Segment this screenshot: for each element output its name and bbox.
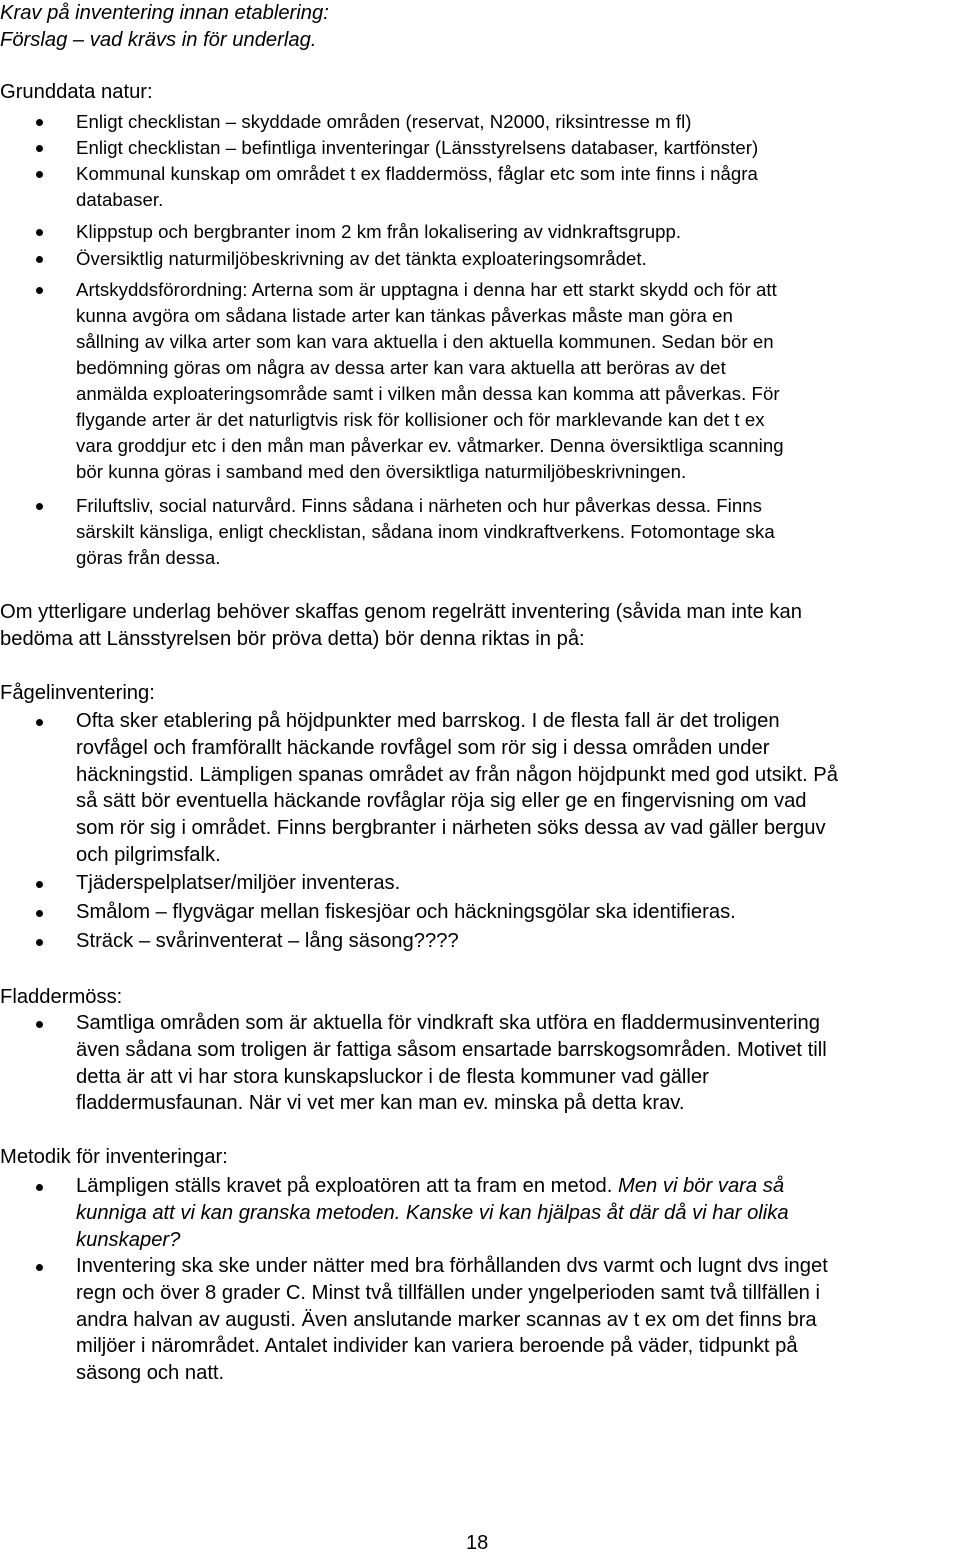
bullet-icon <box>36 1184 43 1191</box>
list-item: Enligt checklistan – befintliga inventeringar (Länsstyrelsens databaser, kartfönster) <box>76 137 759 158</box>
list-item: Sträck – svårinventerat – lång säsong???? <box>76 930 459 952</box>
bullet-icon <box>36 229 43 236</box>
bullet-icon <box>36 939 43 946</box>
header-line: Förslag – vad krävs in för underlag. <box>0 28 317 51</box>
bullet-icon <box>36 719 43 726</box>
header-line: Krav på inventering innan etablering: <box>0 2 329 24</box>
bullet-icon <box>36 1021 43 1028</box>
list-item: Friluftsliv, social naturvård. Finns sådana i närheten och hur påverkas dessa. Finns särskilt känsliga, enligt checklistan, sådana inom vindkraftverkens. Fotomontage ska göras från dessa. <box>76 495 775 568</box>
bullet-icon <box>36 256 43 263</box>
section-heading-metodik: Metodik för inventeringar: <box>0 1146 228 1168</box>
bullet-icon <box>36 119 43 126</box>
list-item: Inventering ska ske under nätter med bra förhållanden dvs varmt och lugnt dvs inget regn och över 8 grader C. Minst två tillfällen under yngelperioden samt två tillfällen i andra halvan av augusti. Även anslutande marker scannas av t ex om det finns bra miljöer i närområdet. Antalet individer kan variera beroende på väder, tidpunkt på säsong och natt. <box>76 1255 828 1385</box>
bullet-icon <box>36 287 43 294</box>
list-item: Tjäderspelplatser/miljöer inventeras. <box>76 872 401 894</box>
list-item: Ofta sker etablering på höjdpunkter med barrskog. I de flesta fall är det troligen rovfågel och framförallt häckande rovfågel som rör sig i dessa områden under häckningstid. Lämpligen spanas området av från någon höjdpunkt med god utsikt. På så sätt bör eventuella häckande rovfåglar röja sig eller ge en fingervisning om vad som rör sig i området. Finns bergbranter i närheten söks dessa av vad gäller berguv och pilgrimsfalk. <box>76 710 838 866</box>
bullet-icon <box>36 145 43 152</box>
list-item: Artskyddsförordning: Arterna som är upptagna i denna har ett starkt skydd och för att kunna avgöra om sådana listade arter kan tänkas påverkas måste man göra en sållning av vilka arter som kan vara aktuella i den aktuella kommunen. Sedan bör en bedömning göras om några av dessa arter kan vara aktuella att beröras av det anmälda exploateringsområde samt i vilken mån dessa kan komma att påverkas. För flygande arter är det naturligtvis risk för kollisioner och för marklevande kan det t ex vara groddjur etc i den mån man påverkar ev. våtmarker. Denna översiktliga scanning bör kunna göras i samband med den översiktliga naturmiljöbeskrivningen. <box>76 279 784 482</box>
list-item: Kommunal kunskap om området t ex fladdermöss, fåglar etc som inte finns i några databaser. <box>76 163 758 210</box>
section-heading-grunddata: Grunddata natur: <box>0 81 153 103</box>
section-heading-fagel: Fågelinventering: <box>0 682 155 704</box>
list-item: Enligt checklistan – skyddade områden (reservat, N2000, riksintresse m fl) <box>76 111 692 132</box>
italic-remark: Men vi bör vara så <box>618 1175 785 1197</box>
bullet-icon <box>36 503 43 510</box>
list-item: Smålom – flygvägar mellan fiskesjöar och häckningsgölar ska identifieras. <box>76 901 736 923</box>
list-item: Samtliga områden som är aktuella för vindkraft ska utföra en fladdermusinventering även sådana som troligen är fattiga såsom ensartade barrskogsområden. Motivet till detta är att vi har stora kunskapsluckor i de flesta kommuner vad gäller fladdermusfaunan. När vi vet mer kan man ev. minska på detta krav. <box>76 1012 827 1115</box>
bullet-icon <box>36 910 43 917</box>
intro-paragraph: Om ytterligare underlag behöver skaffas genom regelrätt inventering (såvida man inte kan bedöma att Länsstyrelsen bör pröva detta) bör denna riktas in på: <box>0 601 802 650</box>
list-item: Klippstup och bergbranter inom 2 km från lokalisering av vidnkraftsgrupp. <box>76 221 682 242</box>
bullet-icon <box>36 881 43 888</box>
bullet-icon <box>36 1264 43 1271</box>
list-item: Översiktlig naturmiljöbeskrivning av det tänkta exploateringsområdet. <box>76 248 647 269</box>
bullet-icon <box>36 171 43 178</box>
list-item: Lämpligen ställs kravet på exploatören att ta fram en metod. Men vi bör vara så kunniga att vi kan granska metoden. Kanske vi kan hjälpas åt där då vi har olika kunskaper? <box>76 1175 789 1251</box>
section-heading-fladder: Fladdermöss: <box>0 986 123 1008</box>
page-number: 18 <box>466 1532 489 1554</box>
document-header <box>0 0 329 54</box>
